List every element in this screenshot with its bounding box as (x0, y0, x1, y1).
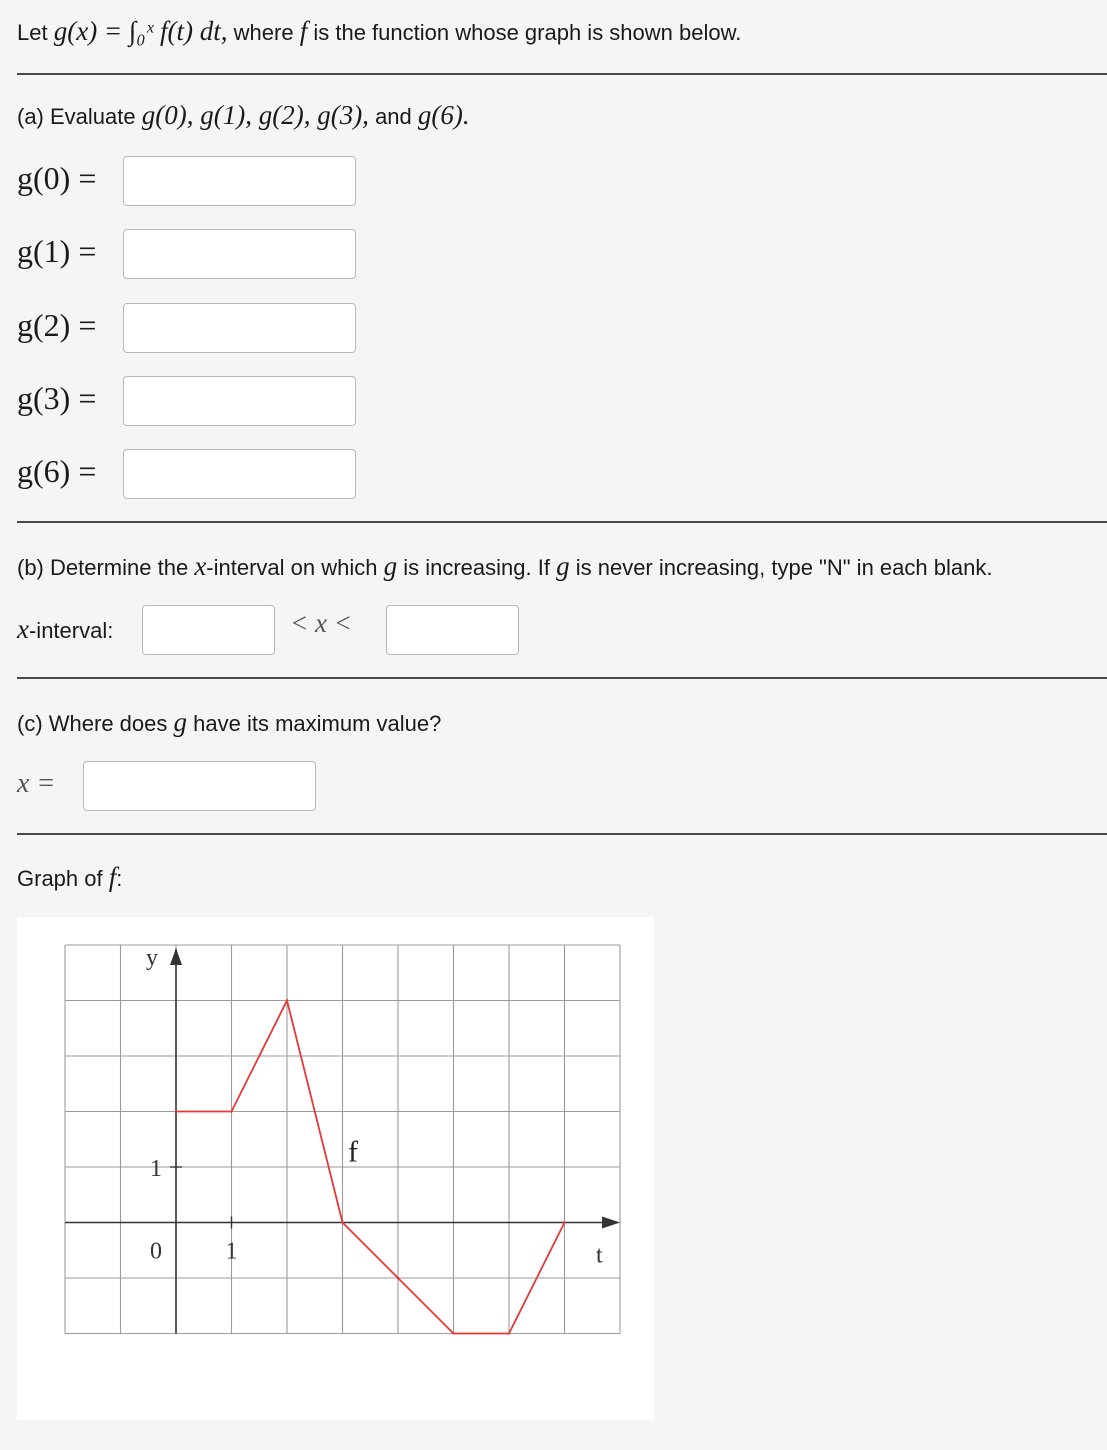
intro-rest: is the function whose graph is shown below. (313, 20, 742, 45)
series-f-point (175, 1110, 177, 1112)
intro-let: Let (17, 20, 48, 45)
part-b-p4: is never increasing, type "N" in each blank. (575, 555, 993, 580)
g3-input[interactable] (123, 376, 356, 426)
x-interval-label (17, 614, 113, 645)
part-b-p3: is increasing. If (403, 555, 550, 580)
graph-of-f (17, 917, 654, 1420)
g2-label: g(2) = (17, 307, 97, 343)
divider-2 (17, 521, 1107, 523)
series-f-point (452, 1332, 454, 1334)
part-a-and: and (375, 104, 412, 129)
interval-between: < x < (290, 608, 352, 638)
part-a-last: g(6). (417, 100, 470, 130)
x-interval-rest: -interval: (28, 618, 114, 643)
problem-statement (17, 16, 741, 47)
part-c-p1: (c) Where does (17, 711, 168, 736)
divider-1 (17, 73, 1107, 75)
y-axis-label: y (146, 945, 158, 971)
series-f-point (563, 1221, 565, 1223)
g3-label: g(3) = (17, 380, 97, 416)
graph-caption-f: f (108, 862, 117, 892)
graph-caption (17, 862, 122, 893)
g0-input[interactable] (123, 156, 356, 206)
part-b-g2: g (556, 551, 570, 581)
part-b-p1: (b) Determine the (17, 555, 189, 580)
intro-where: where (233, 20, 294, 45)
series-f-point (508, 1332, 510, 1334)
g1-label: g(1) = (17, 233, 97, 269)
x-interval-x: x (17, 614, 29, 644)
part-b-g: g (383, 551, 398, 581)
g6-input[interactable] (123, 449, 356, 499)
part-b-x: x (194, 551, 207, 581)
series-f-point (286, 999, 288, 1001)
x-max-label: x = (17, 768, 56, 799)
g0-label: g(0) = (17, 160, 97, 196)
intro-f: f (299, 16, 308, 46)
x-axis-label: t (596, 1242, 603, 1269)
part-a-math: g(0), g(1), g(2), g(3), (141, 100, 369, 130)
part-a-prefix: (a) Evaluate (17, 104, 136, 129)
y-tick-label-1: 1 (150, 1156, 162, 1182)
divider-4 (17, 833, 1107, 835)
part-b-prompt (17, 551, 992, 582)
series-f-point (230, 1110, 232, 1112)
interval-upper-input[interactable] (386, 605, 519, 655)
part-c-prompt (17, 707, 441, 738)
x-max-input[interactable] (83, 761, 316, 811)
part-c-g: g (173, 707, 188, 737)
graph-caption-text: Graph of (17, 866, 103, 891)
curve-label-f: f (348, 1135, 359, 1169)
part-c-p2: have its maximum value? (193, 711, 442, 736)
part-b-p2: -interval on which (206, 555, 378, 580)
series-f-point (341, 1221, 343, 1223)
x-axis-arrow (602, 1217, 620, 1229)
y-axis-arrow (170, 948, 182, 965)
g1-input[interactable] (123, 229, 356, 279)
divider-3 (17, 677, 1107, 679)
x-tick-label-1: 1 (225, 1238, 238, 1265)
g6-label: g(6) = (17, 453, 97, 489)
graph-caption-colon: : (116, 866, 123, 891)
interval-lower-input[interactable] (142, 605, 275, 655)
grid (65, 945, 620, 1334)
origin-label: 0 (150, 1238, 162, 1265)
series-f-point (397, 1277, 399, 1279)
g2-input[interactable] (123, 303, 356, 353)
graph-svg (17, 917, 654, 1420)
integral-definition: g(x) = ∫₀ˣ f(t) dt, (53, 16, 228, 46)
part-a-prompt (17, 100, 470, 131)
